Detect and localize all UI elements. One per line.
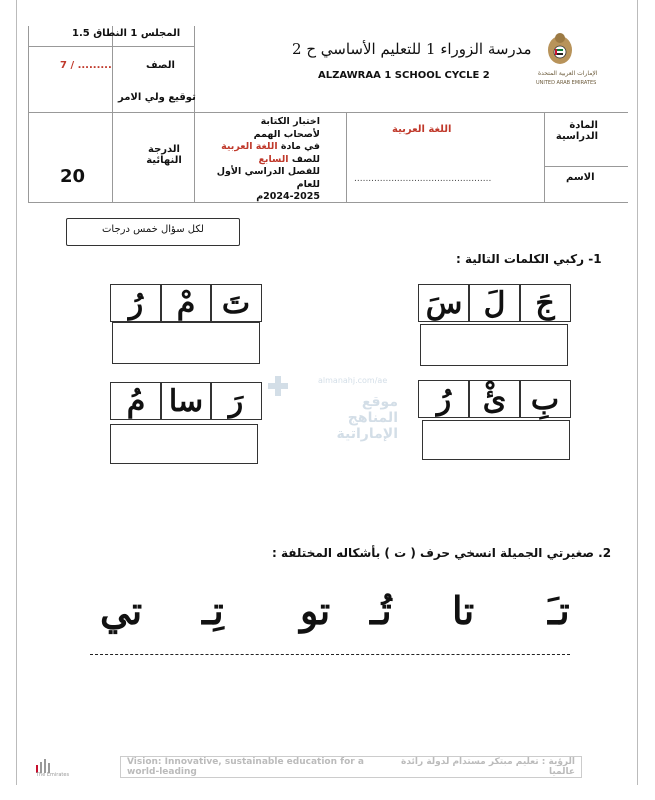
letter-cell: تَ — [210, 284, 262, 322]
question-1-title: 1- ركبي الكلمات التالية : — [456, 252, 602, 266]
name-dots: ................................................ — [354, 174, 492, 184]
answer-box[interactable] — [110, 424, 258, 464]
letter-form: تي — [100, 588, 143, 633]
school-name-en: ALZAWRAA 1 SCHOOL CYCLE 2 — [318, 70, 490, 81]
letter-form: تـَ — [548, 588, 570, 633]
exam-grade: السابع — [258, 153, 289, 165]
exam-line: في مادة — [280, 141, 320, 152]
exam-info — [200, 116, 320, 204]
letter-cell: رُ — [418, 380, 470, 418]
answer-box[interactable] — [420, 324, 568, 366]
letter-cell: مْ — [160, 284, 212, 322]
exam-line: للصف — [291, 153, 320, 165]
exam-line: اختبار الكتابة — [260, 116, 320, 127]
name-label: الاسم — [566, 172, 595, 183]
writing-line — [90, 654, 570, 655]
letter-cell: لَ — [468, 284, 521, 322]
uae-label-en: UNITED ARAB EMIRATES — [536, 80, 597, 86]
subject-label: المادة الدراسية — [555, 120, 598, 142]
watermark-site: almanahj.com/ae — [318, 376, 388, 385]
letter-cell: سَ — [418, 284, 470, 322]
letter-cell: بِ — [519, 380, 571, 418]
letter-form: تا — [452, 588, 475, 633]
letter-cell: ئْ — [468, 380, 521, 418]
letter-form: تُـ — [370, 588, 392, 633]
exam-subject: اللغة العربية — [221, 141, 278, 152]
exam-line: لأصحاب الهمم — [253, 128, 320, 140]
watermark-name: موقع المناهج الإماراتية — [336, 394, 398, 442]
final-grade-value: 20 — [60, 166, 86, 187]
uae-emblem-icon — [540, 28, 580, 68]
council-label: المجلس 1 النطاق 1.5 — [72, 28, 181, 39]
class-label: الصف — [146, 60, 175, 71]
watermark-plus-icon — [268, 376, 288, 396]
footer-vision — [120, 756, 582, 778]
answer-box[interactable] — [112, 322, 260, 364]
emirates-logo-text: The Emirates — [36, 772, 70, 778]
letter-form: تِـ — [202, 588, 224, 633]
letter-cell: جَ — [519, 284, 571, 322]
final-grade-label: الدرجة النهائية — [146, 144, 182, 166]
letter-form: تو — [300, 588, 331, 633]
subject-value: اللغة العربية — [392, 124, 452, 135]
exam-line: 2024-2025م — [256, 191, 320, 202]
uae-label-ar: الإمارات العربية المتحدة — [538, 70, 598, 77]
letter-cell: مُ — [110, 382, 162, 420]
question-2-title: 2. صغيرتي الجميلة انسخي حرف ( ت ) بأشكاله المختلفة : — [272, 546, 612, 560]
letter-cell: رُ — [110, 284, 162, 322]
guardian-sign-label: توقيع ولي الامر — [118, 92, 196, 103]
watermark — [268, 370, 398, 442]
letter-cell: رَ — [210, 382, 262, 420]
answer-box[interactable] — [422, 420, 570, 460]
letter-cell: سا — [160, 382, 212, 420]
exam-line: للفصل الدراسي الأول للعام — [216, 166, 320, 190]
marks-note: لكل سؤال خمس درجات — [102, 224, 204, 235]
class-value: 7 / ......... — [60, 60, 112, 71]
vision-ar: الرؤية : تعليم مبتكر مستدام لدولة رائدة عالميا — [401, 757, 575, 777]
school-name-ar: مدرسة الزوراء 1 للتعليم الأساسي ح 2 — [292, 40, 532, 58]
vision-en: Vision: Innovative, sustainable education for a world-leading — [127, 757, 364, 777]
